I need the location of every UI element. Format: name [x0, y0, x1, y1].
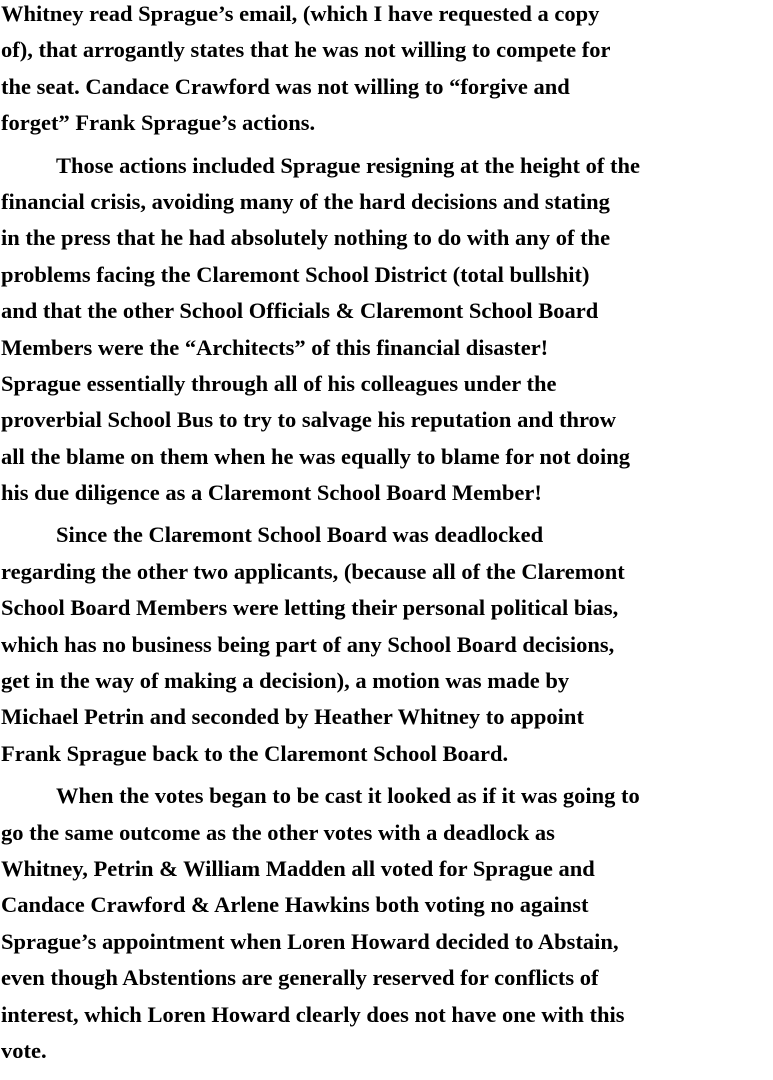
- text-line: of), that arrogantly states that he was not willing to compete for: [1, 37, 611, 63]
- text-line: regarding the other two applicants, (because all of the Claremont: [1, 558, 625, 584]
- text-line: Sprague essentially through all of his colleagues under the: [1, 370, 557, 396]
- text-line: which has no business being part of any School Board decisions,: [1, 631, 615, 657]
- text-line: his due diligence as a Claremont School Board Member!: [1, 480, 542, 506]
- text-line: even though Abstentions are generally reserved for conflicts of: [1, 965, 599, 991]
- text-line: Whitney read Sprague’s email, (which I have requested a copy: [1, 1, 600, 26]
- text-line: go the same outcome as the other votes with a deadlock as: [1, 819, 555, 845]
- text-line: forget” Frank Sprague’s actions.: [1, 110, 316, 136]
- text-line: get in the way of making a decision), a motion was made by: [1, 668, 570, 694]
- text-line: interest, which Loren Howard clearly does not have one with this: [1, 1001, 625, 1027]
- text-line: Those actions included Sprague resigning at the height of the: [56, 152, 641, 178]
- text-line: financial crisis, avoiding many of the hard decisions and stating: [1, 188, 610, 214]
- text-line: vote.: [1, 1037, 47, 1063]
- paragraph-4: [0, 778, 773, 1069]
- text-line: Sprague’s appointment when Loren Howard decided to Abstain,: [1, 928, 619, 954]
- text-line: Members were the “Architects” of this financial disaster!: [1, 334, 549, 360]
- text-line: and that the other School Officials & Claremont School Board: [1, 298, 599, 324]
- paragraph-2: [0, 148, 773, 512]
- text-line: Frank Sprague back to the Claremont School Board.: [1, 740, 509, 766]
- text-line: Since the Claremont School Board was deadlocked: [56, 522, 544, 548]
- paragraph-1: [0, 0, 773, 142]
- text-line: Candace Crawford & Arlene Hawkins both voting no against: [1, 892, 589, 918]
- text-line: the seat. Candace Crawford was not willing to “forgive and: [1, 73, 570, 99]
- text-line: Whitney, Petrin & William Madden all voted for Sprague and: [1, 855, 595, 881]
- text-line: When the votes began to be cast it looked as if it was going to: [56, 783, 640, 809]
- text-line: problems facing the Claremont School District (total bullshit): [1, 261, 590, 287]
- text-line: all the blame on them when he was equally to blame for not doing: [1, 443, 630, 469]
- text-line: in the press that he had absolutely nothing to do with any of the: [1, 225, 611, 251]
- text-line: Michael Petrin and seconded by Heather Whitney to appoint: [1, 704, 584, 730]
- paragraph-3: [0, 517, 773, 772]
- text-line: proverbial School Bus to try to salvage his reputation and throw: [1, 407, 617, 433]
- text-line: School Board Members were letting their personal political bias,: [1, 595, 619, 621]
